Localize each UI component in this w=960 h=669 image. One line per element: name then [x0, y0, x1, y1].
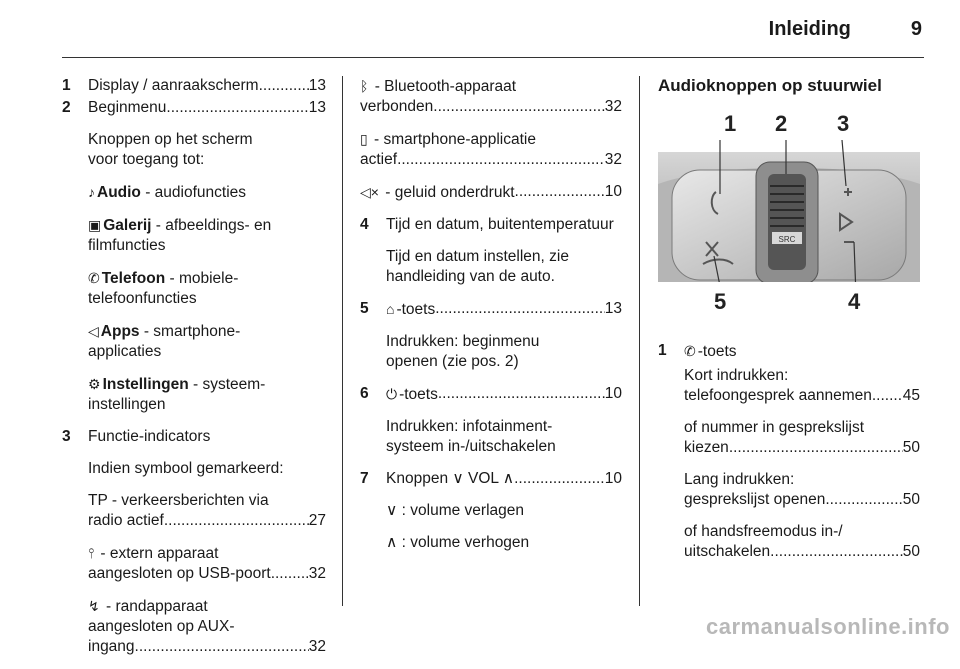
page-ref: 32 — [604, 98, 622, 115]
page-ref: 10 — [604, 470, 622, 487]
column-divider-2 — [639, 76, 640, 606]
page-ref: 50 — [902, 439, 920, 456]
phone-icon: ✆ — [88, 270, 100, 286]
indicator-aux: ↯ - randapparaat aangesloten op AUX- ingang ..... 32 — [62, 596, 326, 657]
entry-6: 6 ⏻ -toets ..... 10 — [360, 384, 622, 405]
menu-instellingen: ⚙ Instellingen - systeem- instellingen — [88, 376, 266, 413]
entry-7: 7 Knoppen ∨ VOL ∧ ..... 10 — [360, 469, 622, 489]
settings-gear-icon: ⚙ — [88, 376, 101, 392]
gallery-icon: ▣ — [88, 217, 102, 233]
lang-indrukken: Lang indrukken: gesprekslijst openen ..... 50 — [658, 470, 920, 510]
page-ref: 13 — [308, 77, 326, 94]
page-ref: 50 — [902, 491, 920, 508]
apps-icon: ◁ — [88, 323, 99, 339]
menu-apps: ◁ Apps - smartphone- applicaties — [88, 323, 241, 360]
column-2 — [360, 76, 622, 565]
header-rule — [62, 57, 924, 58]
column-1 — [62, 76, 326, 669]
page-ref: 50 — [902, 543, 920, 560]
kort-indrukken: Kort indrukken: telefoongesprek aannemen ..... 45 — [658, 366, 920, 406]
entry-2: 2 Beginmenu ..... 13 — [62, 98, 326, 118]
callout-3: 3 — [837, 111, 850, 136]
menu-audio: ♪ Audio - audiofuncties — [88, 184, 247, 201]
steering-wheel-controls-illustration — [658, 111, 920, 329]
page-ref: 13 — [604, 300, 622, 317]
page-number: 9 — [910, 18, 922, 40]
intro-text: Knoppen op het scherm voor toegang tot: — [88, 131, 253, 168]
aux-icon: ↯ — [88, 598, 100, 614]
callout-2: 2 — [775, 111, 788, 136]
marked-text: Indien symbool gemarkeerd: — [88, 460, 284, 477]
page-ref: 32 — [308, 565, 326, 582]
indicator-tp: TP - verkeersberichten via radio actief ..... 27 — [62, 491, 326, 531]
phone-icon: ✆ — [684, 343, 696, 359]
callout-1: 1 — [724, 111, 737, 136]
page-ref: 13 — [308, 99, 326, 116]
entry-5: 5 ⌂ -toets ..... 13 — [360, 299, 622, 320]
page-header — [769, 18, 922, 41]
column-divider-1 — [342, 76, 343, 606]
page-title: Inleiding — [768, 18, 851, 40]
volume-down-text: ∨ : volume verlagen — [386, 502, 524, 519]
bluetooth-icon: ᛒ — [360, 78, 369, 94]
home-icon: ⌂ — [386, 301, 395, 317]
power-icon: ⏻ — [386, 386, 398, 402]
page-ref: 45 — [902, 387, 920, 404]
section-title: Audioknoppen op stuurwiel — [658, 76, 882, 95]
nummer-kiezen: of nummer in gesprekslijst kiezen ..... 50 — [658, 418, 920, 458]
menu-galerij: ▣ Galerij - afbeeldings- en filmfuncties — [88, 217, 272, 254]
menu-telefoon: ✆ Telefoon - mobiele- telefoonfuncties — [88, 270, 239, 307]
entry-4-sub: Tijd en datum instellen, zie handleiding van de auto. — [386, 248, 569, 285]
smartphone-icon: ▯ — [360, 131, 368, 147]
page-ref: 10 — [604, 183, 622, 200]
svg-text:SRC: SRC — [778, 235, 796, 244]
usb-icon: ⫯ — [88, 545, 95, 561]
page-ref: 32 — [308, 638, 326, 655]
entry-3: 3 Functie-indicators — [62, 428, 211, 445]
callout-5: 5 — [714, 289, 727, 314]
indicator-bluetooth: ᛒ - Bluetooth-apparaat verbonden ..... 32 — [360, 76, 622, 117]
entry-4: 4 Tijd en datum, buitentemperatuur — [360, 216, 614, 233]
indicator-mute: ◁× - geluid onderdrukt ..... 10 — [360, 182, 622, 203]
music-note-icon: ♪ — [88, 184, 95, 200]
entry-1: 1 Display / aanraakscherm ..... 13 — [62, 76, 326, 96]
handsfree: of handsfreemodus in-/ uitschakelen ..... 50 — [658, 522, 920, 562]
callout-4: 4 — [848, 289, 861, 314]
entry-6-sub: Indrukken: infotainment- systeem in-/uitschakelen — [386, 418, 556, 455]
page-ref: 10 — [604, 385, 622, 402]
volume-up-text: ∧ : volume verhogen — [386, 534, 530, 551]
indicator-smartphone: ▯ - smartphone-applicatie actief ..... 32 — [360, 129, 622, 170]
column-3 — [658, 76, 920, 574]
indicator-usb: ⫯ - extern apparaat aangesloten op USB-poort ..... 32 — [62, 543, 326, 584]
entry-5-sub: Indrukken: beginmenu openen (zie pos. 2) — [386, 333, 540, 370]
page-ref: 32 — [604, 151, 622, 168]
page-ref: 27 — [308, 512, 326, 529]
watermark: carmanualsonline.info — [706, 614, 950, 639]
mute-icon: ◁× — [360, 184, 379, 200]
wheel-entry-1: 1 ✆ -toets — [658, 342, 737, 360]
steering-wheel-figure — [658, 111, 920, 329]
